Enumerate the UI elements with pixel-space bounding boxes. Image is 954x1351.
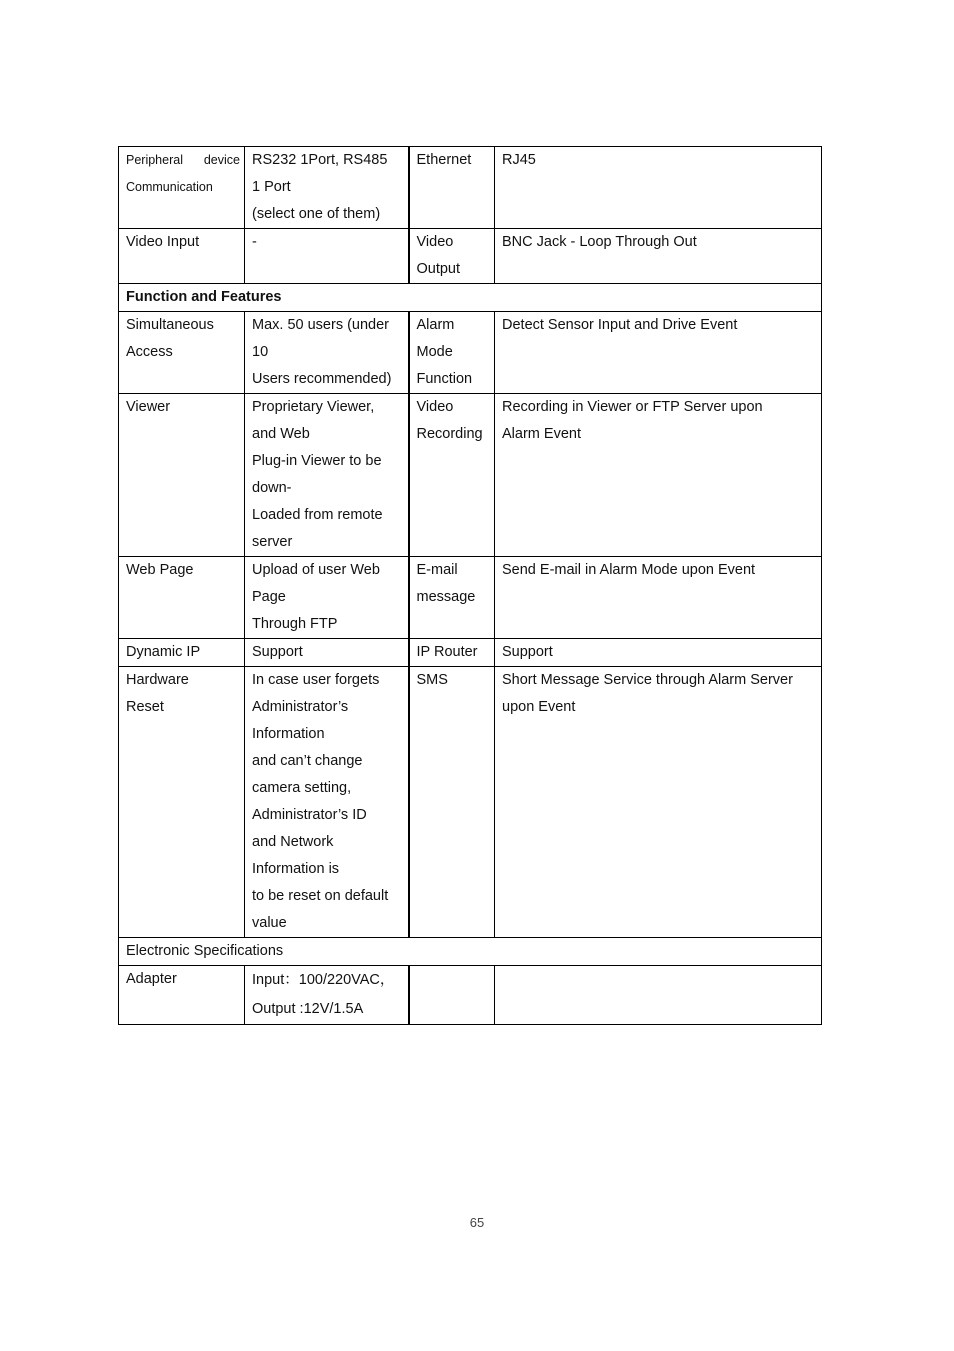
label-alarm-mode: Alarm Mode Function xyxy=(409,312,495,394)
label-sms: SMS xyxy=(409,667,495,938)
value-sms: Short Message Service through Alarm Server upon Event xyxy=(495,667,822,938)
empty-cell xyxy=(409,966,495,1025)
value-peripheral: RS232 1Port, RS485 1 Port (select one of them) xyxy=(245,147,409,229)
label-simultaneous-access: Simultaneous Access xyxy=(119,312,245,394)
section-electronic-specifications xyxy=(119,938,822,966)
value-email-message: Send E-mail in Alarm Mode upon Event xyxy=(495,557,822,639)
label-ip-router: IP Router xyxy=(409,639,495,667)
row-web-page xyxy=(119,557,822,639)
row-viewer xyxy=(119,394,822,557)
section-heading: Function and Features xyxy=(119,284,822,312)
value-dynamic-ip: Support xyxy=(245,639,409,667)
label-viewer: Viewer xyxy=(119,394,245,557)
value-video-recording: Recording in Viewer or FTP Server upon Alarm Event xyxy=(495,394,822,557)
label-hardware-reset: Hardware Reset xyxy=(119,667,245,938)
label-peripheral: Peripheral device Communication xyxy=(119,147,245,229)
label-adapter: Adapter xyxy=(119,966,245,1025)
value-alarm-mode: Detect Sensor Input and Drive Event xyxy=(495,312,822,394)
label-video-input: Video Input xyxy=(119,229,245,284)
row-video-input xyxy=(119,229,822,284)
value-hardware-reset: In case user forgets Administrator’s Information and can’t change camera setting, Administrator’s ID and Network Information is to be reset on default value xyxy=(245,667,409,938)
row-simultaneous-access xyxy=(119,312,822,394)
value-ip-router: Support xyxy=(495,639,822,667)
row-dynamic-ip xyxy=(119,639,822,667)
row-peripheral xyxy=(119,147,822,229)
value-web-page: Upload of user Web Page Through FTP xyxy=(245,557,409,639)
label-ethernet: Ethernet xyxy=(409,147,495,229)
label-web-page: Web Page xyxy=(119,557,245,639)
page-number: 65 xyxy=(469,1215,485,1230)
label-video-output: Video Output xyxy=(409,229,495,284)
value-ethernet: RJ45 xyxy=(495,147,822,229)
row-adapter xyxy=(119,966,822,1025)
row-hardware-reset xyxy=(119,667,822,938)
label-email-message: E-mail message xyxy=(409,557,495,639)
value-adapter: Input：100/220VAC， Output :12V/1.5A xyxy=(245,966,409,1025)
spec-table xyxy=(118,146,822,1025)
value-video-output: BNC Jack - Loop Through Out xyxy=(495,229,822,284)
value-video-input: - xyxy=(245,229,409,284)
value-simultaneous-access: Max. 50 users (under 10 Users recommended) xyxy=(245,312,409,394)
value-viewer: Proprietary Viewer, and Web Plug-in Viewer to be down- Loaded from remote server xyxy=(245,394,409,557)
section-heading: Electronic Specifications xyxy=(119,938,822,966)
label-dynamic-ip: Dynamic IP xyxy=(119,639,245,667)
section-function-features xyxy=(119,284,822,312)
empty-cell xyxy=(495,966,822,1025)
label-video-recording: Video Recording xyxy=(409,394,495,557)
